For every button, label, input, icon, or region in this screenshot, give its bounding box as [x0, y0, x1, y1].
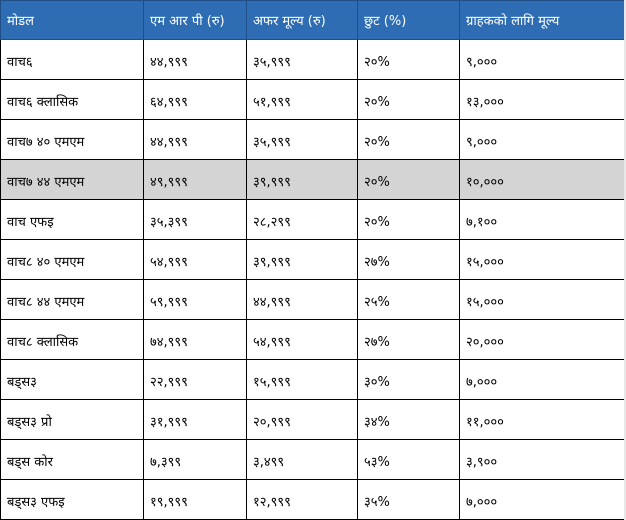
cell-mrp — [144, 40, 247, 80]
cell-customer-price-text: १३,००० — [466, 94, 504, 110]
cell-customer-price — [460, 80, 625, 120]
cell-model-text: वाच८ ४० एमएम — [7, 254, 85, 270]
cell-mrp — [144, 200, 247, 240]
cell-model — [1, 320, 144, 360]
cell-mrp-text: ७४,९९९ — [150, 334, 188, 350]
cell-customer-price — [460, 240, 625, 280]
cell-discount-text: ५३% — [364, 454, 390, 470]
table-row — [1, 440, 625, 480]
cell-offer-price — [247, 320, 358, 360]
cell-offer-price — [247, 160, 358, 200]
cell-discount — [358, 280, 460, 320]
table-row — [1, 400, 625, 440]
cell-model — [1, 440, 144, 480]
cell-customer-price — [460, 40, 625, 80]
cell-discount-text: २७% — [364, 334, 390, 350]
header-discount: छुट (%) — [358, 1, 460, 40]
cell-mrp-text: ७,३९९ — [150, 454, 182, 470]
cell-offer-price — [247, 360, 358, 400]
cell-offer-price-text: ३,४९९ — [253, 454, 285, 470]
table-header-row — [1, 1, 625, 40]
cell-model-text: बड्स३ प्रो — [7, 414, 52, 430]
cell-mrp — [144, 400, 247, 440]
cell-mrp-text: ५४,९९९ — [150, 254, 188, 270]
cell-mrp-text: ३१,९९९ — [150, 414, 188, 430]
cell-customer-price-text: ७,१०० — [466, 214, 498, 230]
cell-model — [1, 240, 144, 280]
cell-model-text: वाच८ ४४ एमएम — [7, 294, 85, 310]
cell-customer-price — [460, 480, 625, 520]
cell-discount — [358, 480, 460, 520]
header-model: मोडल — [1, 1, 144, 40]
cell-customer-price-text: १०,००० — [466, 174, 504, 190]
cell-model — [1, 400, 144, 440]
cell-model-text: बड्स कोर — [7, 454, 53, 470]
header-customer-price: ग्राहकको लागि मूल्य — [460, 1, 625, 40]
cell-discount — [358, 80, 460, 120]
cell-customer-price-text: १५,००० — [466, 294, 504, 310]
cell-discount-text: २०% — [364, 214, 390, 230]
cell-customer-price-text: ३,९०० — [466, 454, 498, 470]
cell-customer-price — [460, 440, 625, 480]
table-row — [1, 40, 625, 80]
cell-mrp — [144, 480, 247, 520]
cell-offer-price-text: ५४,९९९ — [253, 334, 291, 350]
cell-mrp — [144, 160, 247, 200]
cell-discount-text: २०% — [364, 54, 390, 70]
cell-discount — [358, 400, 460, 440]
cell-offer-price-text: ३५,९९९ — [253, 134, 291, 150]
cell-offer-price-text: २८,२९९ — [253, 214, 291, 230]
cell-model-text: वाच७ ४४ एमएम — [7, 174, 85, 190]
cell-discount-text: ३०% — [364, 374, 390, 390]
cell-model — [1, 480, 144, 520]
cell-customer-price-text: ७,००० — [466, 374, 498, 390]
cell-offer-price-text: १२,९९९ — [253, 494, 291, 510]
cell-discount — [358, 200, 460, 240]
cell-customer-price — [460, 120, 625, 160]
header-mrp: एम आर पी (रु) — [144, 1, 247, 40]
cell-offer-price — [247, 240, 358, 280]
cell-customer-price-text: ९,००० — [466, 134, 498, 150]
cell-customer-price — [460, 160, 625, 200]
cell-discount-text: ३५% — [364, 494, 390, 510]
table-row — [1, 280, 625, 320]
cell-discount — [358, 440, 460, 480]
cell-model-text: वाच६ क्लासिक — [7, 94, 79, 110]
table-row — [1, 80, 625, 120]
cell-mrp-text: ४४,९९९ — [150, 54, 188, 70]
cell-mrp-text: ५९,९९९ — [150, 294, 188, 310]
cell-mrp-text: १९,९९९ — [150, 494, 188, 510]
cell-mrp — [144, 120, 247, 160]
cell-customer-price — [460, 280, 625, 320]
cell-model — [1, 200, 144, 240]
cell-discount — [358, 240, 460, 280]
cell-mrp-text: ४९,९९९ — [150, 174, 188, 190]
cell-customer-price — [460, 400, 625, 440]
cell-discount-text: २७% — [364, 254, 390, 270]
cell-customer-price-text: २०,००० — [466, 334, 504, 350]
cell-mrp — [144, 320, 247, 360]
cell-model-text: वाच७ ४० एमएम — [7, 134, 85, 150]
cell-mrp-text: ६४,९९९ — [150, 94, 188, 110]
cell-model-text: वाच एफइ — [7, 214, 54, 230]
table-row — [1, 240, 625, 280]
table-row — [1, 120, 625, 160]
cell-customer-price-text: ११,००० — [466, 414, 504, 430]
cell-model — [1, 120, 144, 160]
cell-offer-price-text: २०,९९९ — [253, 414, 291, 430]
cell-offer-price — [247, 80, 358, 120]
cell-mrp — [144, 240, 247, 280]
cell-customer-price-text: १५,००० — [466, 254, 504, 270]
cell-model-text: वाच८ क्लासिक — [7, 334, 79, 350]
cell-offer-price-text: ५१,९९९ — [253, 94, 291, 110]
cell-model — [1, 80, 144, 120]
table-row — [1, 480, 625, 520]
cell-customer-price — [460, 200, 625, 240]
cell-offer-price — [247, 40, 358, 80]
cell-customer-price-text: ९,००० — [466, 54, 498, 70]
cell-discount-text: २५% — [364, 294, 390, 310]
cell-offer-price — [247, 400, 358, 440]
cell-offer-price — [247, 280, 358, 320]
cell-mrp — [144, 280, 247, 320]
cell-discount — [358, 40, 460, 80]
cell-mrp — [144, 440, 247, 480]
cell-discount-text: २०% — [364, 174, 390, 190]
cell-discount-text: २०% — [364, 94, 390, 110]
cell-discount-text: २०% — [364, 134, 390, 150]
cell-offer-price-text: १५,९९९ — [253, 374, 291, 390]
cell-customer-price — [460, 360, 625, 400]
cell-mrp-text: ३५,३९९ — [150, 214, 188, 230]
cell-customer-price-text: ७,००० — [466, 494, 498, 510]
cell-model-text: बड्स३ — [7, 374, 37, 390]
table-row — [1, 360, 625, 400]
cell-model-text: वाच६ — [7, 54, 33, 70]
table-row — [1, 200, 625, 240]
cell-offer-price — [247, 440, 358, 480]
cell-model — [1, 280, 144, 320]
cell-discount — [358, 360, 460, 400]
cell-offer-price-text: ३९,९९९ — [253, 174, 291, 190]
cell-offer-price-text: ३५,९९९ — [253, 54, 291, 70]
table-body — [1, 40, 625, 520]
cell-model — [1, 160, 144, 200]
cell-discount-text: ३४% — [364, 414, 390, 430]
cell-discount — [358, 160, 460, 200]
cell-offer-price — [247, 200, 358, 240]
cell-model — [1, 360, 144, 400]
cell-model — [1, 40, 144, 80]
cell-mrp-text: ४४,९९९ — [150, 134, 188, 150]
header-offer-price: अफर मूल्य (रु) — [247, 1, 358, 40]
cell-model-text: बड्स३ एफइ — [7, 494, 65, 510]
table-row — [1, 320, 625, 360]
cell-offer-price — [247, 120, 358, 160]
cell-discount — [358, 320, 460, 360]
cell-offer-price-text: ४४,९९९ — [253, 294, 291, 310]
cell-offer-price — [247, 480, 358, 520]
table-row — [1, 160, 625, 200]
cell-mrp — [144, 360, 247, 400]
cell-mrp-text: २२,९९९ — [150, 374, 188, 390]
cell-customer-price — [460, 320, 625, 360]
cell-mrp — [144, 80, 247, 120]
cell-offer-price-text: ३९,९९९ — [253, 254, 291, 270]
cell-discount — [358, 120, 460, 160]
